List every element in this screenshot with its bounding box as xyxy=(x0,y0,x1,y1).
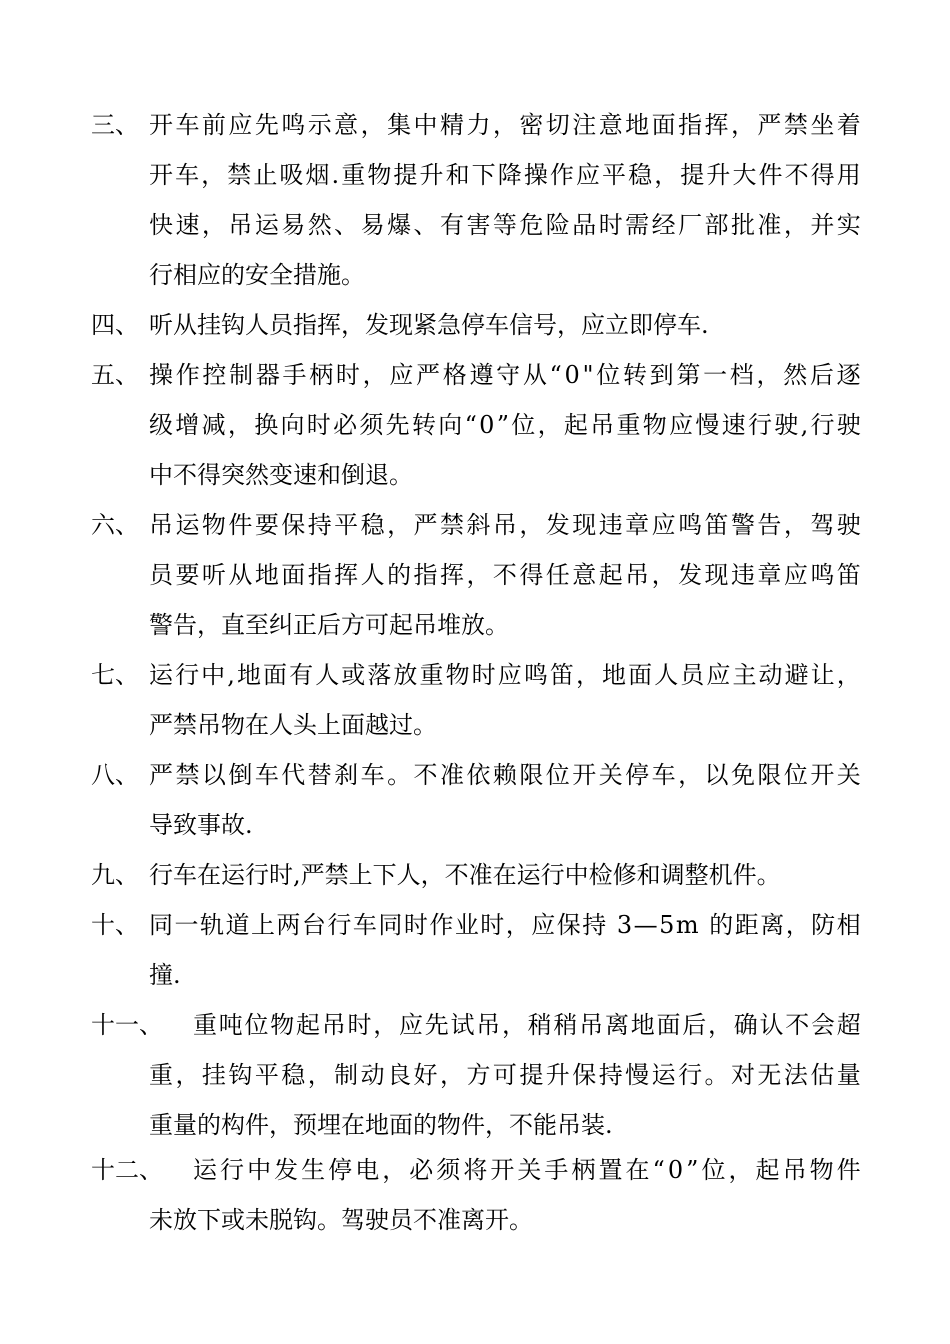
item-line: 撞. xyxy=(149,961,181,989)
item-line: 警告，直至纠正后方可起吊堆放。 xyxy=(149,611,509,639)
item-line: 吊 运 物 件 要 保 持 平 稳 ， 严 禁 斜 吊 ， 发 现 违 章 应 鸣 笛 警 告 ， 驾 驶 xyxy=(149,511,861,539)
item-line: 级 增 减 ， 换 向 时 必 须 先 转 向 “ 0 ” 位 ， 起 吊 重 物 应 慢 速 行 驶 , 行 驶 xyxy=(149,411,861,439)
item-line: 中不得突然变速和倒退。 xyxy=(149,461,413,489)
item-number: 十二、 xyxy=(91,1156,163,1184)
item-line: 操 作 控 制 器 手 柄 时 ， 应 严 格 遵 守 从 “ 0 " 位 转 到 第 一 档 ， 然 后 逐 xyxy=(149,361,861,389)
item-number: 八、 xyxy=(91,761,139,789)
item-number: 十一、 xyxy=(91,1011,163,1039)
item-line: 重量的构件，预埋在地面的物件，不能吊装. xyxy=(149,1111,613,1139)
item-line: 运 行 中 发 生 停 电 ， 必 须 将 开 关 手 柄 置 在 “ 0 ” 位 ， 起 吊 物 件 xyxy=(193,1156,861,1184)
item-line: 严禁吊物在人头上面越过。 xyxy=(149,711,437,739)
item-number: 七、 xyxy=(91,661,139,689)
item-number: 四、 xyxy=(91,311,139,339)
item-line: 开 车 前 应 先 鸣 示 意 ， 集 中 精 力 ， 密 切 注 意 地 面 指 挥 ， 严 禁 坐 着 xyxy=(149,111,861,139)
item-line: 员 要 听 从 地 面 指 挥 人 的 指 挥 ， 不 得 任 意 起 吊 ， 发 现 违 章 应 鸣 笛 xyxy=(149,561,861,589)
item-line: 开 车 ， 禁 止 吸 烟 . 重 物 提 升 和 下 降 操 作 应 平 稳 ， 提 升 大 件 不 得 用 xyxy=(149,161,861,189)
item-line: 严 禁 以 倒 车 代 替 刹 车 。 不 准 依 赖 限 位 开 关 停 车 ， 以 免 限 位 开 关 xyxy=(149,761,861,789)
item-line: 行相应的安全措施。 xyxy=(149,261,365,289)
item-line: 重 ， 挂 钩 平 稳 ， 制 动 良 好 ， 方 可 提 升 保 持 慢 运 行 。 对 无 法 估 量 xyxy=(149,1061,861,1089)
item-number: 六、 xyxy=(91,511,139,539)
item-line: 导致事故. xyxy=(149,811,253,839)
item-number: 九、 xyxy=(91,861,139,889)
item-line: 快 速 ， 吊 运 易 然 、 易 爆 、 有 害 等 危 险 品 时 需 经 厂 部 批 准 ， 并 实 xyxy=(149,211,861,239)
item-line: 运 行 中 , 地 面 有 人 或 落 放 重 物 时 应 鸣 笛 ， 地 面 人 员 应 主 动 避 让 ， xyxy=(149,661,861,689)
item-number: 十、 xyxy=(91,911,139,939)
item-line: 同 一 轨 道 上 两 台 行 车 同 时 作 业 时 ， 应 保 持 3 — 5 m 的 距 离 ， 防 相 xyxy=(149,911,861,939)
item-number: 三、 xyxy=(91,111,139,139)
item-number: 五、 xyxy=(91,361,139,389)
item-line: 未放下或未脱钩。驾驶员不准离开。 xyxy=(149,1206,533,1234)
item-line: 听从挂钩人员指挥，发现紧急停车信号，应立即停车. xyxy=(149,311,709,339)
item-line: 行车在运行时,严禁上下人，不准在运行中检修和调整机件。 xyxy=(149,861,781,889)
item-line: 重 吨 位 物 起 吊 时 ， 应 先 试 吊 ， 稍 稍 吊 离 地 面 后 ， 确 认 不 会 超 xyxy=(193,1011,861,1039)
